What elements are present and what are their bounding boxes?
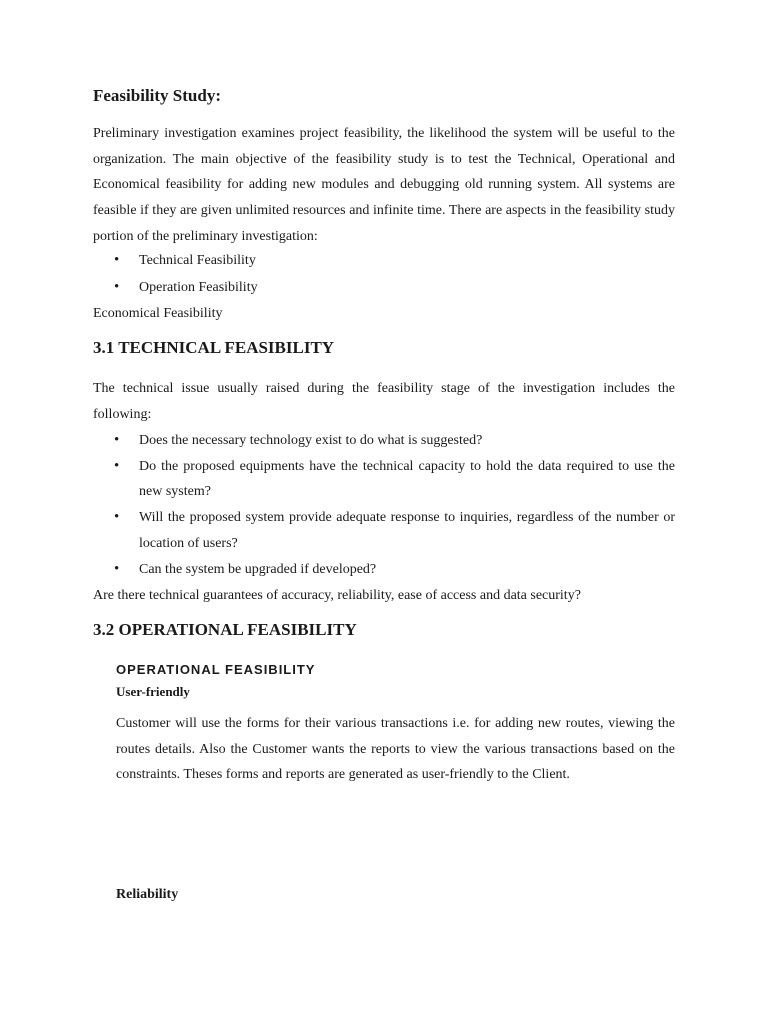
technical-intro-paragraph: The technical issue usually raised during the feasibility stage of the investigation includes the following: (93, 381, 675, 422)
list-item: • Can the system be upgraded if developed? (93, 557, 675, 583)
user-friendly-paragraph: Customer will use the forms for their various transactions i.e. for adding new routes, viewing the routes details. Also the Customer wants the reports to view the various transactions based on the constraints. Theses forms and reports are generated as user-friendly to the Client. (116, 716, 675, 783)
technical-feasibility-heading: 3.1 TECHNICAL FEASIBILITY (93, 338, 335, 357)
list-item: • Does the necessary technology exist to do what is suggested? (93, 428, 675, 454)
economical-feasibility-line: Economical Feasibility (93, 306, 223, 321)
intro-paragraph: Preliminary investigation examines project feasibility, the likelihood the system will be useful to the organization. The main objective of the feasibility study is to test the Technical, Operational and Economical feasibility for adding new modules and debugging old running system. All systems are feasible if they are given unlimited resources and infinite time. There are aspects in the feasibility study portion of the preliminary investigation: (93, 126, 675, 244)
operational-feasibility-heading: 3.2 OPERATIONAL FEASIBILITY (93, 620, 357, 639)
list-item: • Will the proposed system provide adequate response to inquiries, regardless of the number or location of users? (93, 505, 675, 556)
operational-feasibility-subheading: OPERATIONAL FEASIBILITY (116, 662, 316, 677)
user-friendly-heading: User-friendly (116, 684, 190, 699)
feasibility-types-list (93, 248, 675, 302)
list-item: • Do the proposed equipments have the technical capacity to hold the data required to use the new system? (93, 454, 675, 505)
technical-guarantees-line: Are there technical guarantees of accuracy, reliability, ease of access and data security? (93, 588, 581, 603)
reliability-heading: Reliability (116, 887, 179, 902)
feasibility-study-heading: Feasibility Study: (93, 86, 221, 105)
technical-questions-list (93, 428, 675, 582)
list-item: • Operation Feasibility (93, 275, 675, 301)
list-item: • Technical Feasibility (93, 248, 675, 274)
